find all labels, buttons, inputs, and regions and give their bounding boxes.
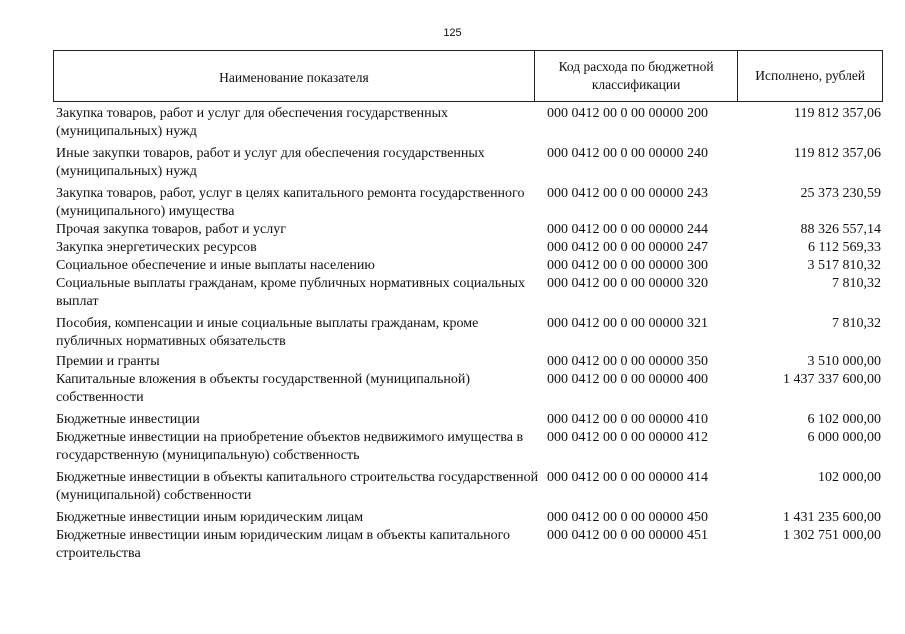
table-row	[53, 105, 883, 141]
page-number: 125	[443, 27, 462, 39]
row-amount: 1 431 235 600,00	[783, 510, 881, 525]
table-row	[53, 527, 883, 563]
table-row	[53, 411, 883, 429]
row-name: Иные закупки товаров, работ и услуг для обеспечения государственных (муниципальных) нужд	[56, 146, 485, 179]
row-name: Бюджетные инвестиции иным юридическим лицам в объекты капитального строительства	[56, 528, 511, 561]
row-name: Бюджетные инвестиции	[56, 412, 200, 427]
header-code: Код расхода по бюджетной классификации	[535, 51, 739, 101]
row-amount: 6 112 569,33	[808, 240, 881, 255]
row-name: Пособия, компенсации и иные социальные выплаты гражданам, кроме публичных нормативных обязательств	[56, 316, 479, 349]
row-code: 000 0412 00 0 00 00000 200	[547, 106, 708, 121]
table-body	[53, 105, 883, 563]
row-amount: 119 812 357,06	[794, 106, 881, 121]
row-name: Бюджетные инвестиции в объекты капитального строительства государственной (муниципальной) собственности	[56, 470, 539, 503]
row-amount: 6 000 000,00	[807, 430, 881, 445]
table-row	[53, 429, 883, 465]
row-name: Капитальные вложения в объекты государственной (муниципальной) собственности	[56, 372, 471, 405]
row-name: Бюджетные инвестиции иным юридическим лицам	[56, 510, 364, 525]
row-name: Социальное обеспечение и иные выплаты населению	[56, 258, 375, 273]
row-amount: 7 810,32	[832, 316, 881, 331]
table-row	[53, 185, 883, 221]
table-row	[53, 257, 883, 275]
table-row	[53, 469, 883, 505]
row-code: 000 0412 00 0 00 00000 321	[547, 316, 708, 331]
row-code: 000 0412 00 0 00 00000 320	[547, 276, 708, 291]
row-code: 000 0412 00 0 00 00000 414	[547, 470, 708, 485]
row-code: 000 0412 00 0 00 00000 412	[547, 430, 708, 445]
table-row	[53, 353, 883, 371]
row-code: 000 0412 00 0 00 00000 400	[547, 372, 708, 387]
row-amount: 6 102 000,00	[807, 412, 881, 427]
header-amount: Исполнено, рублей	[755, 68, 866, 83]
row-amount: 1 437 337 600,00	[783, 372, 881, 387]
header-name: Наименование показателя	[54, 51, 535, 101]
table-row	[53, 239, 883, 257]
row-code: 000 0412 00 0 00 00000 300	[547, 258, 708, 273]
row-name: Закупка товаров, работ, услуг в целях капитального ремонта государственного (муниципального) имущества	[56, 186, 525, 219]
table-row	[53, 221, 883, 239]
table-row	[53, 145, 883, 181]
table-row	[53, 275, 883, 311]
row-name: Социальные выплаты гражданам, кроме публичных нормативных социальных выплат	[56, 276, 525, 309]
row-amount: 102 000,00	[818, 470, 881, 485]
row-code: 000 0412 00 0 00 00000 451	[547, 528, 708, 543]
table-row	[53, 509, 883, 527]
table-row	[53, 371, 883, 407]
table-row	[53, 315, 883, 351]
row-name: Прочая закупка товаров, работ и услуг	[56, 222, 286, 237]
row-amount: 25 373 230,59	[800, 186, 881, 201]
row-code: 000 0412 00 0 00 00000 244	[547, 222, 708, 237]
row-amount: 1 302 751 000,00	[783, 528, 881, 543]
row-name: Закупка энергетических ресурсов	[56, 240, 257, 255]
row-amount: 119 812 357,06	[794, 146, 881, 161]
table-header	[53, 50, 883, 102]
budget-table	[53, 50, 883, 563]
row-name: Премии и гранты	[56, 354, 160, 369]
row-code: 000 0412 00 0 00 00000 450	[547, 510, 708, 525]
row-amount: 3 510 000,00	[807, 354, 881, 369]
row-code: 000 0412 00 0 00 00000 243	[547, 186, 708, 201]
row-code: 000 0412 00 0 00 00000 247	[547, 240, 708, 255]
row-code: 000 0412 00 0 00 00000 410	[547, 412, 708, 427]
row-name: Закупка товаров, работ и услуг для обеспечения государственных (муниципальных) нужд	[56, 106, 449, 139]
row-code: 000 0412 00 0 00 00000 350	[547, 354, 708, 369]
row-amount: 7 810,32	[832, 276, 881, 291]
row-amount: 3 517 810,32	[807, 258, 881, 273]
row-name: Бюджетные инвестиции на приобретение объектов недвижимого имущества в государственную (муниципальную) собственность	[56, 430, 524, 463]
row-code: 000 0412 00 0 00 00000 240	[547, 146, 708, 161]
row-amount: 88 326 557,14	[800, 222, 881, 237]
